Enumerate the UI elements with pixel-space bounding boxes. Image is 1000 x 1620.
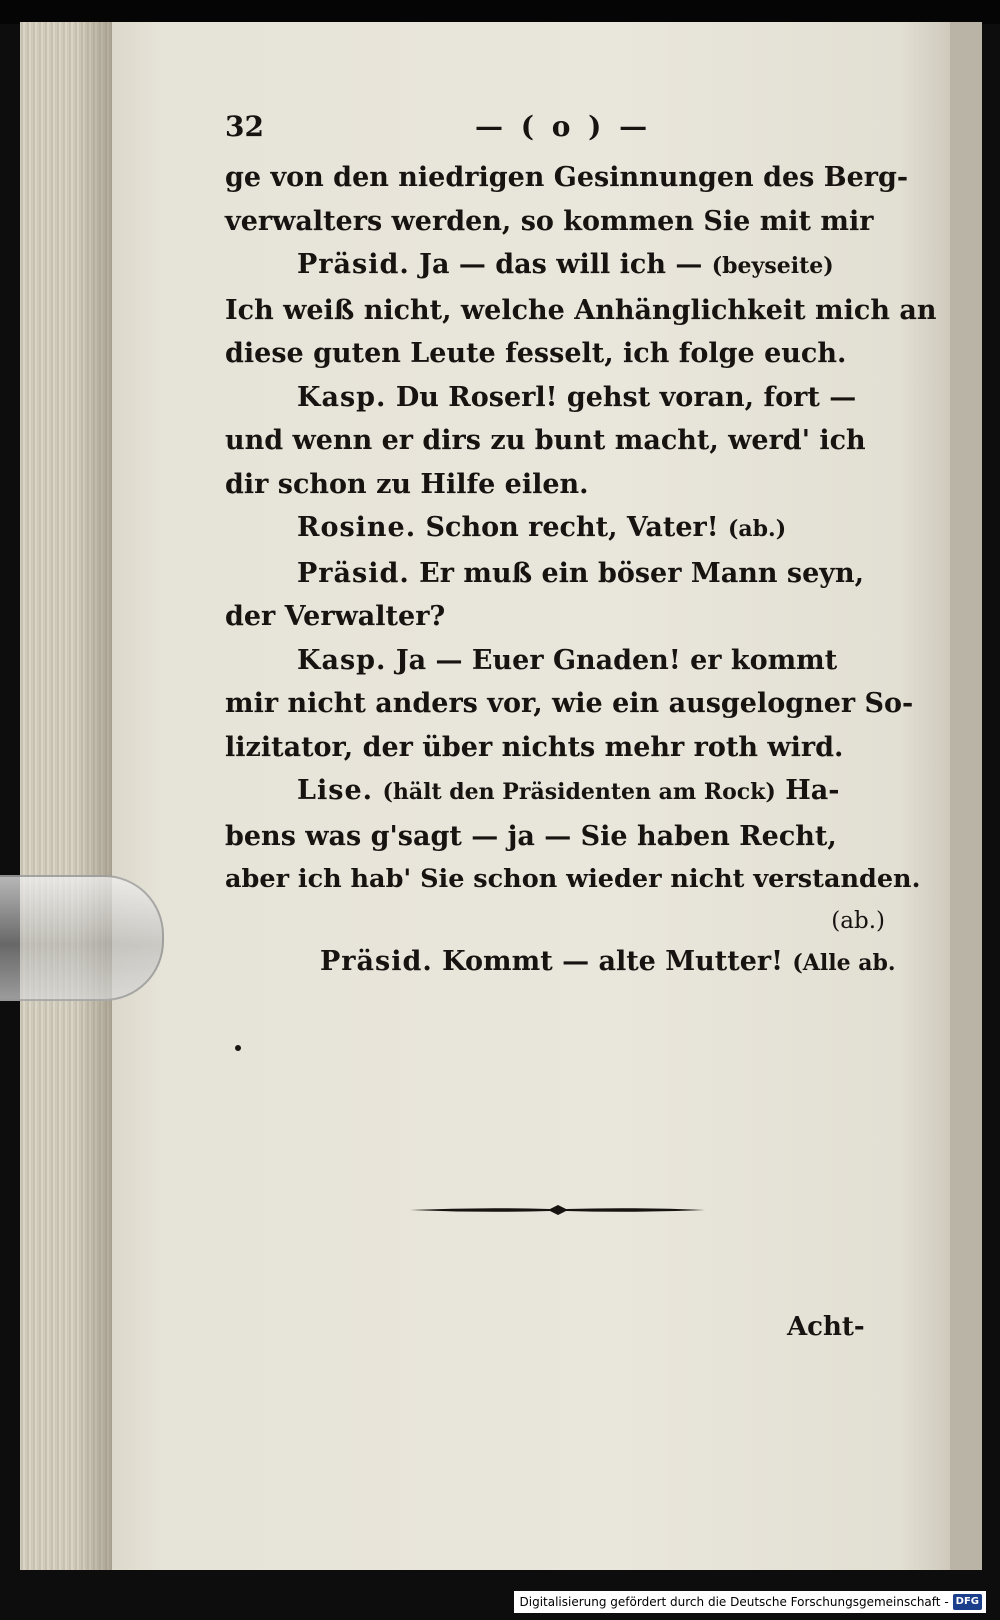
digitization-footer bbox=[514, 1591, 987, 1613]
dialogue-line: Präsid. Ja — das will ich — (beyseite) bbox=[297, 249, 834, 280]
dfg-logo: DFG bbox=[953, 1594, 982, 1610]
speaker-name: Lise. bbox=[297, 775, 374, 806]
page-edges-shadow bbox=[75, 22, 115, 1570]
stage-direction: (hält den Präsidenten am Rock) bbox=[382, 779, 776, 805]
text-line: dir schon zu Hilfe eilen. bbox=[225, 468, 589, 500]
text-line: lizitator, der über nichts mehr roth wird. bbox=[225, 731, 844, 763]
dialogue-line: Rosine. Schon recht, Vater! (ab.) bbox=[297, 512, 787, 543]
stage-direction: (Alle ab. bbox=[792, 949, 896, 976]
dialogue-line: Lise. (hält den Präsidenten am Rock) Ha- bbox=[297, 775, 840, 806]
text-line: ge von den niedrigen Gesinnungen des Berg- bbox=[225, 162, 909, 193]
text-line: bens was g'sagt — ja — Sie haben Recht, bbox=[225, 820, 837, 852]
speaker-name: Präsid. bbox=[297, 249, 410, 280]
book-right-edge bbox=[950, 22, 982, 1570]
page-text-block bbox=[225, 100, 937, 985]
stage-direction-exit: (ab.) bbox=[831, 907, 885, 934]
text-line: der Verwalter? bbox=[225, 601, 446, 632]
stage-direction: (beyseite) bbox=[711, 253, 834, 279]
speaker-name: Kasp. bbox=[297, 644, 387, 676]
page-header bbox=[225, 100, 885, 156]
speaker-name: Präsid. bbox=[320, 945, 433, 977]
stage-direction: (ab.) bbox=[727, 516, 787, 542]
dialogue-line: Präsid. Er muß ein böser Mann seyn, bbox=[297, 557, 864, 589]
ink-dot bbox=[235, 1045, 241, 1051]
scanner-top-band bbox=[0, 0, 1000, 24]
signature-mark: — ( o ) — bbox=[475, 110, 652, 143]
page-number: 32 bbox=[225, 110, 264, 143]
dialogue-line: Kasp. Du Roserl! gehst voran, fort — bbox=[297, 381, 857, 413]
text-line: verwalters werden, so kommen Sie mit mir bbox=[225, 205, 874, 237]
text-line: mir nicht anders vor, wie ein ausgelogner So- bbox=[225, 688, 914, 719]
text-line: diese guten Leute fesselt, ich folge euch. bbox=[225, 338, 847, 369]
dialogue-line: Kasp. Ja — Euer Gnaden! er kommt bbox=[297, 644, 838, 676]
footer-credit-text: Digitalisierung gefördert durch die Deutsche Forschungsgemeinschaft - bbox=[519, 1595, 949, 1609]
text-line: und wenn er dirs zu bunt macht, werd' ich bbox=[225, 425, 866, 456]
page-holder-clip bbox=[0, 875, 164, 1001]
speaker-name: Kasp. bbox=[297, 381, 387, 413]
catchword: Acht- bbox=[787, 1312, 865, 1342]
text-line: aber ich hab' Sie schon wieder nicht verstanden. bbox=[225, 864, 921, 894]
speaker-name: Rosine. bbox=[297, 512, 417, 543]
ornamental-rule bbox=[410, 1205, 705, 1215]
speaker-name: Präsid. bbox=[297, 557, 410, 589]
dialogue-line-final: Präsid. Kommt — alte Mutter! (Alle ab. bbox=[320, 945, 896, 977]
text-line: Ich weiß nicht, welche Anhänglichkeit mich an bbox=[225, 294, 937, 326]
